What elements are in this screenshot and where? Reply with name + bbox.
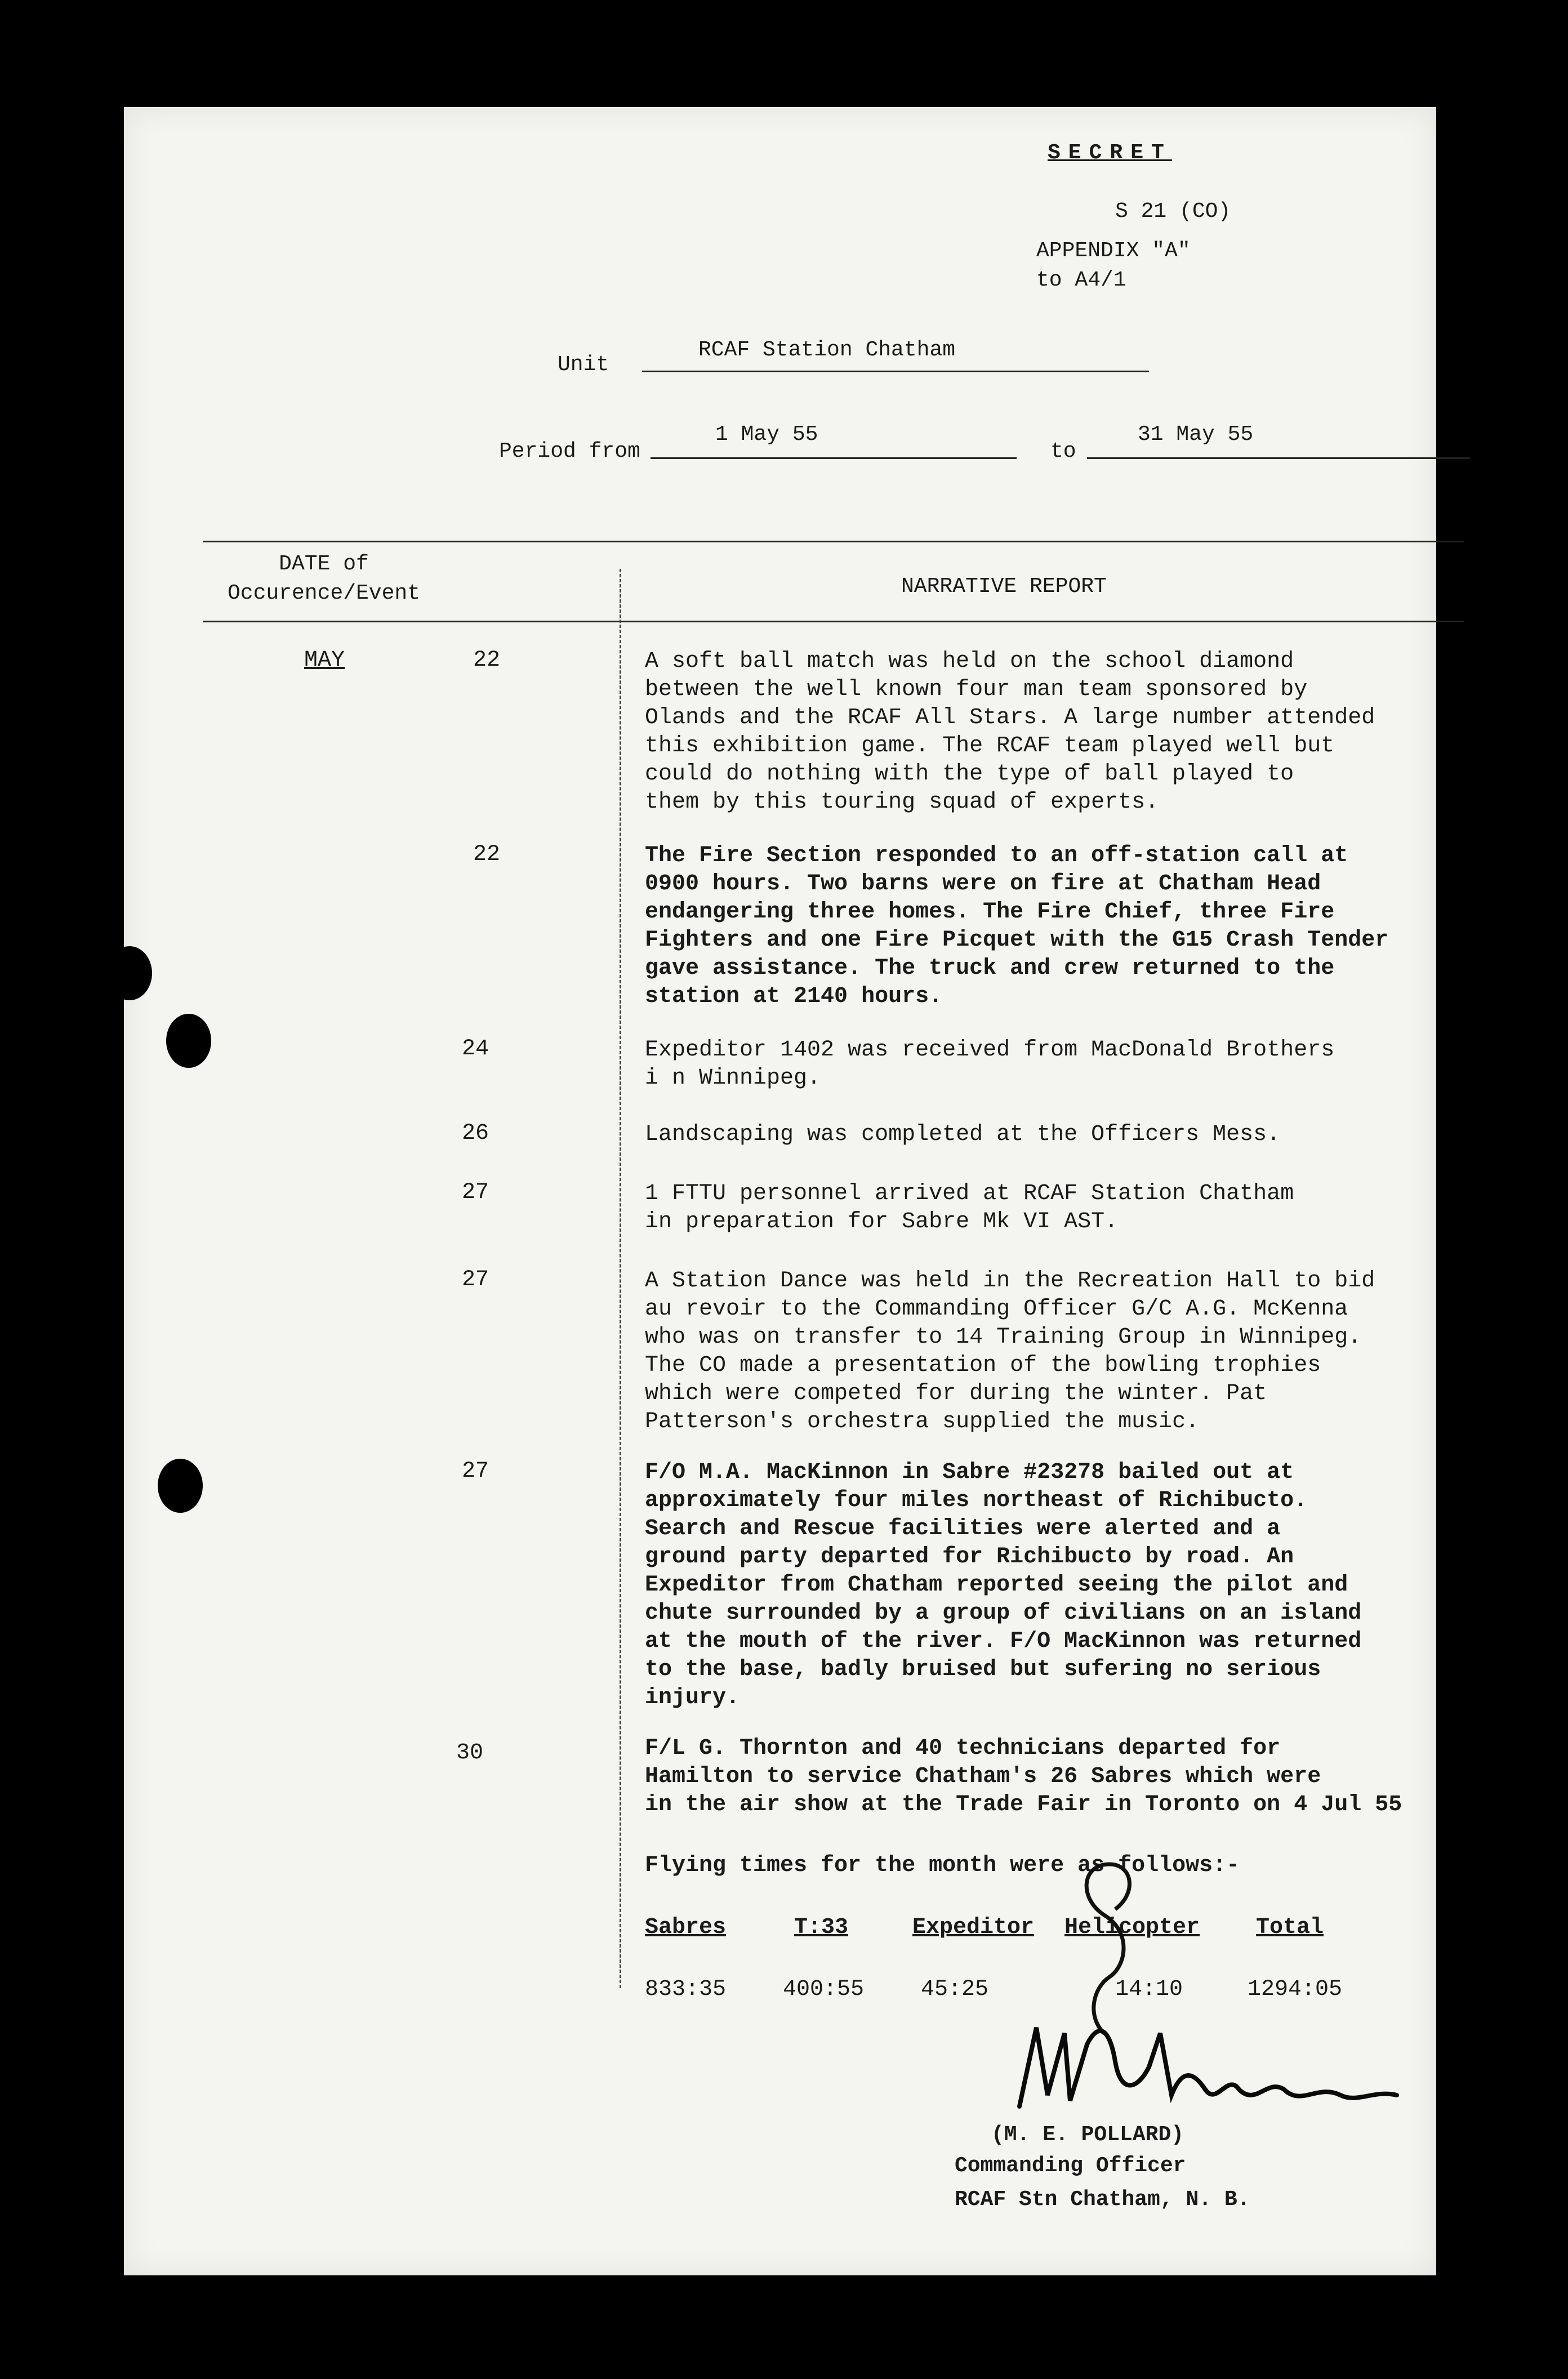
flying-value-total: 1294:05 (1248, 1977, 1343, 2002)
entry-text: The Fire Section responded to an off-station call at 0900 hours. Two barns were on fire at Chatham Head endangering three homes. The Fire Chief, three Fire Fighters and one Fire Picquet with the G15 Crash Tender gave assistance. The truck and crew returned to the station at 2140 hours. (645, 843, 1389, 1009)
period-to: 31 May 55 (1138, 422, 1254, 447)
month-label: MAY (304, 648, 345, 673)
appendix-label: APPENDIX "A" (1036, 239, 1191, 263)
classification-stamp: SECRET (1048, 141, 1172, 165)
entry-day: 26 (462, 1121, 489, 1146)
flying-value-sabres: 833:35 (645, 1977, 727, 2002)
appendix-ref: to A4/1 (1036, 268, 1126, 292)
flying-header-expeditor: Expeditor (912, 1915, 1035, 1940)
punch-hole (158, 1459, 203, 1513)
entry-text: A soft ball match was held on the school diamond between the well known four man team sponsored by Olands and the RCAF All Stars. A large number attended this exhibition game. The RCAF team played well but could do nothing with the type of ball played to them by this touring squad of experts. (645, 649, 1375, 815)
period-from: 1 May 55 (715, 422, 818, 447)
table-top-rule (203, 541, 1464, 542)
period-to-label: to (1050, 439, 1076, 464)
signatory-name: (M. E. POLLARD) (991, 2123, 1184, 2147)
flying-value-t33: 400:55 (783, 1977, 865, 2002)
entry-day: 27 (462, 1459, 489, 1484)
entry-text: 1 FTTU personnel arrived at RCAF Station Chatham in preparation for Sabre Mk VI AST. (645, 1181, 1294, 1235)
form-number: S 21 (CO) (1115, 199, 1231, 224)
column-divider (620, 569, 621, 1988)
period-to-underline (1087, 457, 1470, 459)
entry-text: Landscaping was completed at the Officers Mess. (645, 1122, 1281, 1147)
entry-day: 30 (456, 1740, 484, 1766)
entry-day: 22 (473, 842, 501, 867)
period-label: Period from (499, 439, 640, 464)
entry-text: Expeditor 1402 was received from MacDonald Brothers i n Winnipeg. (645, 1037, 1335, 1091)
date-column-header: DATE of Occurence/Event (227, 552, 421, 605)
unit-value: RCAF Station Chatham (698, 338, 956, 362)
flying-header-sabres: Sabres (645, 1915, 727, 1940)
period-from-underline (651, 457, 1017, 459)
flying-intro: Flying times for the month were as follows:- (645, 1853, 1240, 1878)
signature-scribble (1003, 2011, 1408, 2135)
flying-value-helicopter: 14:10 (1115, 1977, 1183, 2002)
unit-label: Unit (558, 353, 609, 377)
flying-value-expeditor: 45:25 (921, 1977, 989, 2002)
document-page (124, 107, 1436, 2275)
narrative-column-header: NARRATIVE REPORT (901, 574, 1107, 599)
entry-text: A Station Dance was held in the Recreation Hall to bid au revoir to the Commanding Officer G/C A.G. McKenna who was on transfer to 14 Training Group in Winnipeg. The CO made a presentation of the bowling trophies which were competed for during the winter. Pat Patterson's orchestra supplied the music. (645, 1268, 1375, 1434)
unit-underline (642, 371, 1149, 372)
signatory-station: RCAF Stn Chatham, N. B. (955, 2188, 1250, 2212)
punch-hole (166, 1014, 211, 1068)
entry-text: F/L G. Thornton and 40 technicians departed for Hamilton to service Chatham's 26 Sabres which were in the air show at the Trade Fair in Toronto on 4 Jul 55 (645, 1736, 1402, 1817)
header-bottom-rule (203, 621, 1464, 622)
flying-header-total: Total (1256, 1915, 1324, 1940)
signatory-title: Commanding Officer (955, 2154, 1186, 2178)
flying-header-t33: T:33 (794, 1915, 849, 1940)
entry-day: 27 (462, 1180, 489, 1205)
entry-day: 27 (462, 1267, 489, 1293)
entry-day: 24 (462, 1036, 489, 1062)
entry-text: F/O M.A. MacKinnon in Sabre #23278 bailed out at approximately four miles northeast of Richibucto. Search and Rescue facilities were alerted and a ground party departed for Richibucto by road. An Expeditor from Chatham reported seeing the pilot and chute surrounded by a group of civilians on an island at the mouth of the river. F/O MacKinnon was returned to the base, badly bruised but sufering no serious injury. (645, 1460, 1362, 1710)
entry-day: 22 (473, 648, 501, 673)
punch-hole (107, 946, 152, 1000)
flying-header-helicopter: Helicopter (1064, 1915, 1200, 1940)
